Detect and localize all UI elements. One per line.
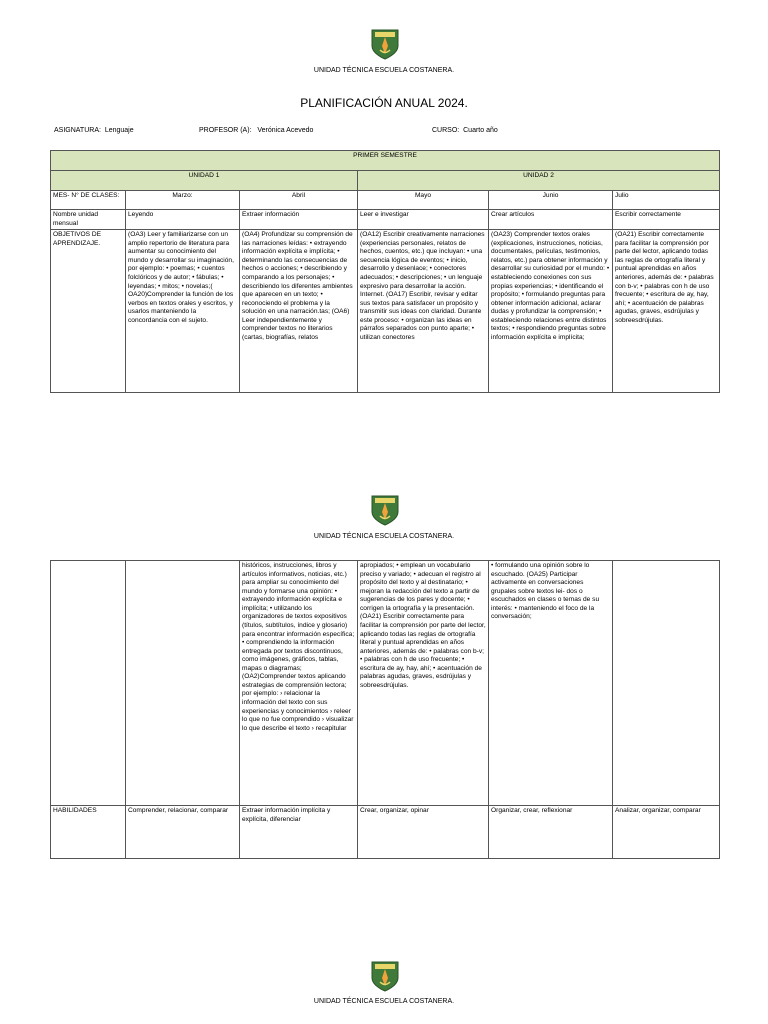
objectives-march: (OA3) Leer y familiarizarse con un amplio repertorio de literatura para aumentar su conocimiento del mundo y desarrollar su imaginación, por ejemplo: • poemas; • cuentos folclóricos y de autor; • fábulas; • leyendas; • mitos; • novelas;( OA20)Comprender la función de los verbos en textos orales y escritos, y usarlos manteniendo la concordancia con el sujeto.: [128, 231, 234, 324]
continuation-june: • formulando una opinión sobre lo escuchado. (OA25) Participar activamente en conversaciones grupales sobre textos lei- dos o escuchados en clases o temas de su interés: • manteniendo el foco de la conversación;: [491, 562, 600, 621]
unit2-header: UNIDAD 2: [358, 171, 720, 191]
skills-june: Organizar, crear, reflexionar: [489, 806, 613, 859]
unit-name-april: Extraer información: [240, 210, 358, 230]
course-label: CURSO:: [432, 127, 460, 134]
document-title: PLANIFICACIÓN ANUAL 2024.: [300, 96, 468, 110]
continuation-april: históricos, instrucciones, libros y artículos informativos, noticias, etc.) para ampliar su conocimiento del mundo y formarse una opinión: • extrayendo información explícita e implícita; • utilizando los organizadores de textos expositivos (títulos, subtítulos, índice y glosario) para encontrar información específica; • comprendiendo la información entregada por textos discontinuos, como imágenes, gráficos, tablas, mapas o diagramas; (OA2)Comprender textos aplicando estrategias de comprensión lectora; por ejemplo: › relacionar la información del texto con sus experiencias y conocimientos › releer lo que no fue comprendido › visualizar lo que describe el texto › recapitular: [242, 562, 355, 732]
month-july: Julio: [613, 191, 720, 210]
course-value: Cuarto año: [463, 127, 498, 134]
month-may: Mayo: [358, 191, 489, 210]
month-march: Marzo:: [126, 191, 240, 210]
school-name: UNIDAD TÉCNICA ESCUELA COSTANERA.: [313, 67, 455, 74]
continuation-july: [613, 561, 720, 806]
month-row-label: MES- N° DE CLASES:: [51, 191, 126, 210]
semester-header: PRIMER SEMESTRE: [51, 151, 720, 171]
objectives-may: (OA12) Escribir creativamente narraciones (experiencias personales, relatos de hechos, cuentos, etc.) que incluyan: • una secuencia lógica de eventos; • inicio, desarrollo y desenlace; • conectores adecuados; • descripciones; • un lenguaje expresivo para desarrollar la acción. Internet. (OA17) Escribir, revisar y editar sus textos para satisfacer un propósito y transmitir sus ideas con claridad. Durante este proceso: • organizan las ideas en párrafos separados con punto aparte; • utilizan conectores: [360, 231, 485, 341]
teacher-field: [199, 127, 313, 134]
subject-field: [54, 127, 134, 134]
teacher-label: PROFESOR (A):: [199, 127, 252, 134]
continuation-label: [51, 561, 126, 806]
skills-april: Extraer información implícita y explícita, diferenciar: [240, 806, 358, 859]
plan-table-page1: [50, 150, 720, 393]
unit-name-may: Leer e investigar: [358, 210, 489, 230]
unit-name-june: Crear artículos: [489, 210, 613, 230]
skills-row-label: HABILIDADES: [51, 806, 126, 859]
objectives-july: (OA21) Escribir correctamente para facilitar la comprensión por parte del lector, aplicando todas las reglas de ortografía literal y puntual aprendidas en años anteriores, además de: • palabras con b-v; • palabras con h de uso frecuente; • escritura de ay, hay, ahí; • acentuación de palabras agudas, graves, esdrújulas y sobreesdrújulas.: [615, 231, 714, 324]
school-crest-logo: [369, 960, 401, 992]
unit-name-march: Leyendo: [126, 210, 240, 230]
objectives-june: (OA23) Comprender textos orales (explicaciones, instrucciones, noticias, documentales, películas, testimonios, relatos, etc.) para obtener información y desarrollar su curiosidad por el mundo: • estableciendo conexiones con sus propias experiencias; • identificando el propósito; • formulando preguntas para obtener información adicional, aclarar dudas y profundizar la comprensión; • estableciendo relaciones entre distintos textos; • respondiendo preguntas sobre información explícita e implícita;: [491, 231, 610, 341]
objectives-row-label: OBJETIVOS DE APRENDIZAJE.: [51, 230, 126, 393]
skills-march: Comprender, relacionar, comparar: [126, 806, 240, 859]
unit-name-row-label: Nombre unidad mensual: [51, 210, 126, 230]
school-name: UNIDAD TÉCNICA ESCUELA COSTANERA.: [313, 998, 455, 1005]
month-april: Abril: [240, 191, 358, 210]
course-field: [432, 127, 498, 134]
plan-table-page2: [50, 560, 720, 859]
school-crest-logo: [369, 494, 401, 526]
continuation-may: apropiados; • emplean un vocabulario preciso y variado; • adecuan el registro al propósito del texto y al destinatario; • mejoran la redacción del texto a partir de sugerencias de los pares y docente; • corrigen la ortografía y la presentación. (OA21) Escribir correctamente para facilitar la comprensión por parte del lector, aplicando todas las reglas de ortografía literal y puntual aprendidas en años anteriores, además de: • palabras con b-v; • palabras con h de uso frecuente; • escritura de ay, hay, ahí; • acentuación de palabras agudas, graves, esdrújulas y sobreesdrújulas.: [360, 562, 486, 689]
subject-value: Lenguaje: [104, 127, 134, 134]
subject-label: ASIGNATURA:: [54, 127, 101, 134]
skills-may: Crear, organizar, opinar: [358, 806, 489, 859]
skills-july: Analizar, organizar, comparar: [613, 806, 720, 859]
unit-name-july: Escribir correctamente: [613, 210, 720, 230]
month-june: Junio: [489, 191, 613, 210]
objectives-april: (OA4) Profundizar su comprensión de las narraciones leídas: • extrayendo información explícita e implícita; • determinando las consecuencias de hechos o acciones; • describiendo y comparando a los personajes; • describiendo los diferentes ambientes que aparecen en un texto; • reconociendo el problema y la solución en una narración.tas; (OA6) Leer independientemente y comprender textos no literarios (cartas, biografías, relatos: [242, 231, 353, 341]
teacher-value: Verónica Acevedo: [257, 127, 314, 134]
school-crest-logo: [369, 28, 401, 60]
unit1-header: UNIDAD 1: [51, 171, 358, 191]
continuation-march: [126, 561, 240, 806]
school-name: UNIDAD TÉCNICA ESCUELA COSTANERA.: [313, 533, 455, 540]
